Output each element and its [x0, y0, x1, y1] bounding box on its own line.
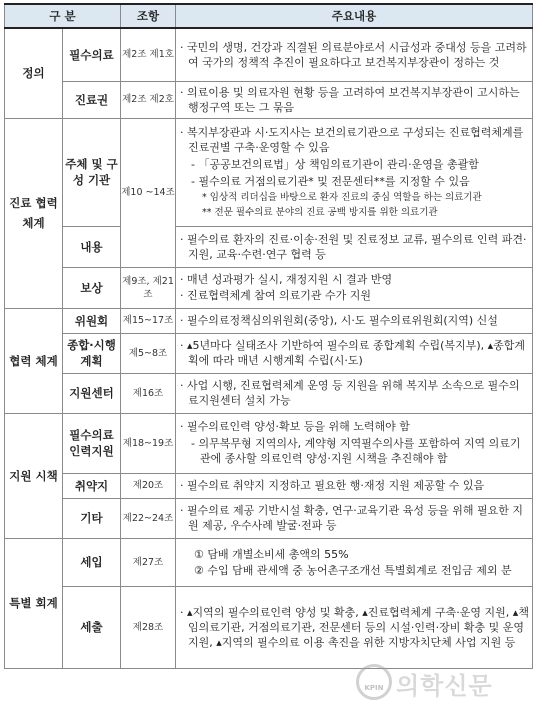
row-label: 필수의료 인력지원 [63, 413, 121, 473]
table-row [5, 498, 533, 538]
dash-item: - 의무복무형 지역의사, 계약형 지역필수의사를 포함하여 지역 의료기관에 종사할 의료인력 양성·지원 시책을 추진해야 함 [191, 437, 521, 465]
row-content [176, 473, 533, 498]
header-row [5, 4, 533, 28]
row-content [176, 586, 533, 668]
bullet-text: · 필수의료정책심의위원회(중앙), 시·도 필수의료위원회(지역) 신설 [180, 314, 498, 327]
bullet-text: · 필수의료인력 양성·확보 등을 위해 노력해야 함 [180, 420, 410, 433]
table-row [5, 473, 533, 498]
bullet-text: · 필수의료 제공 기반시설 확충, 연구·교육기관 육성 등을 위해 필요한 지원 제공, 우수사례 발굴·전파 등 [180, 504, 524, 532]
article-ref: 제2조 제1호 [121, 28, 176, 81]
row-label: 보상 [63, 267, 121, 308]
footnote: ** 전문 필수의료 분야의 진료 공백 방지를 위한 의료기관 [202, 206, 438, 218]
header-category: 구 분 [5, 4, 121, 28]
table-row [5, 226, 533, 267]
row-content [176, 413, 533, 473]
article-ref: 제22~24조 [121, 498, 176, 538]
article-ref: 제5~8조 [121, 333, 176, 373]
row-content [176, 267, 533, 308]
logo-icon [356, 664, 392, 700]
bullet-text: · 필수의료 환자의 진료·이송·전원 및 진료정보 교류, 필수의료 인력 파견·지원, 교육·수련·연구 협력 등 [180, 232, 527, 261]
row-label: 내용 [63, 226, 121, 267]
table-row [5, 118, 533, 226]
table-row [5, 413, 533, 473]
bullet-text: · 매년 성과평가 실시, 재정지원 시 결과 반영 [180, 273, 393, 286]
row-content [176, 81, 533, 118]
article-ref: 제15~17조 [121, 308, 176, 333]
bullet-text: · 복지부장관과 시·도지사는 보건의료기관으로 구성되는 진료협력체계를 진료권별 구축·운영할 수 있음 [180, 125, 524, 154]
header-article: 조항 [121, 4, 176, 28]
row-content [176, 28, 533, 81]
group-label: 진료 협력 체계 [5, 118, 63, 308]
bullet-text: · 의료이용 및 의료자원 현황 등을 고려하여 보건복지부장관이 고시하는 행정구역 또는 그 묶음 [180, 85, 520, 114]
article-ref: 제9조, 제21조 [121, 267, 176, 308]
row-label: 세입 [63, 538, 121, 586]
circled-item: ① 담배 개별소비세 총액의 55% [194, 547, 349, 561]
bullet-text: · ▴지역의 필수의료인력 양성 및 확충, ▴진료협력체계 구축·운영 지원, ▴책임의료기관, 거점의료기관, 전문센터 등의 시설·인력·장비 확충 및 운영 지원, ▴지역의 필수의료 이용 촉진을 위한 지방자치단체 사업 지원 등 [180, 605, 529, 649]
article-ref: 제28조 [121, 586, 176, 668]
table-row [5, 308, 533, 333]
row-content [176, 373, 533, 413]
table-row [5, 81, 533, 118]
table-row [5, 586, 533, 668]
table-row [5, 538, 533, 586]
group-label: 특별 회계 [5, 538, 63, 668]
article-ref: 제10 ~14조 [121, 118, 176, 267]
row-label: 기타 [63, 498, 121, 538]
row-label: 위원회 [63, 308, 121, 333]
row-label: 주체 및 구성 기관 [63, 118, 121, 226]
article-ref: 제2조 제2호 [121, 81, 176, 118]
bullet-text: · 필수의료 취약지 지정하고 필요한 행·재정 지원 제공할 수 있음 [180, 479, 485, 492]
row-label: 종합·시행 계획 [63, 333, 121, 373]
table-row [5, 373, 533, 413]
legislation-summary-table [4, 3, 533, 669]
bullet-text: · 진료협력체계 참여 의료기관 수가 지원 [180, 289, 372, 302]
group-label: 지원 시책 [5, 413, 63, 538]
article-ref: 제20조 [121, 473, 176, 498]
row-content [176, 333, 533, 373]
row-content [176, 308, 533, 333]
row-content [176, 226, 533, 267]
row-label: 진료권 [63, 81, 121, 118]
watermark-text: 의학신문 [396, 672, 493, 700]
bullet-text: · ▴5년마다 실태조사 기반하여 필수의료 종합계획 수립(복지부), ▴종합계획에 따라 매년 시행계획 수립(시·도) [180, 339, 526, 367]
group-label: 협력 체계 [5, 308, 63, 413]
group-label: 정의 [5, 28, 63, 118]
table-row [5, 28, 533, 81]
article-ref: 제16조 [121, 373, 176, 413]
row-label: 지원센터 [63, 373, 121, 413]
row-label: 취약지 [63, 473, 121, 498]
table-row [5, 333, 533, 373]
row-label: 세출 [63, 586, 121, 668]
dash-item: - 필수의료 거점의료기관* 및 전문센터**를 지정할 수 있음 [191, 174, 470, 188]
bullet-text: · 사업 시행, 진료협력체계 운영 등 지원을 위해 복지부 소속으로 필수의료지원센터 설치 가능 [180, 379, 520, 407]
row-label: 필수의료 [63, 28, 121, 81]
row-content [176, 498, 533, 538]
circled-item: ② 수입 담배 관세액 중 농어촌구조개선 특별회계로 전입금 제외 분 [194, 563, 512, 577]
footnote: * 임상적 리더십을 바탕으로 환자 진료의 중심 역할을 하는 의료기관 [202, 191, 482, 203]
watermark-caption: KPIN [364, 684, 384, 692]
article-ref: 제27조 [121, 538, 176, 586]
dash-item: - 「공공보건의료법」상 책임의료기관이 관리·운영을 총괄함 [191, 157, 479, 171]
row-content [176, 118, 533, 226]
article-ref: 제18~19조 [121, 413, 176, 473]
bullet-text: · 국민의 생명, 건강과 직결된 의료분야로서 시급성과 중대성 등을 고려하여 국가의 정책적 추진이 필요하다고 보건복지부장관이 정하는 것 [180, 40, 527, 69]
table-row [5, 267, 533, 308]
row-content [176, 538, 533, 586]
header-content: 주요내용 [176, 4, 533, 28]
